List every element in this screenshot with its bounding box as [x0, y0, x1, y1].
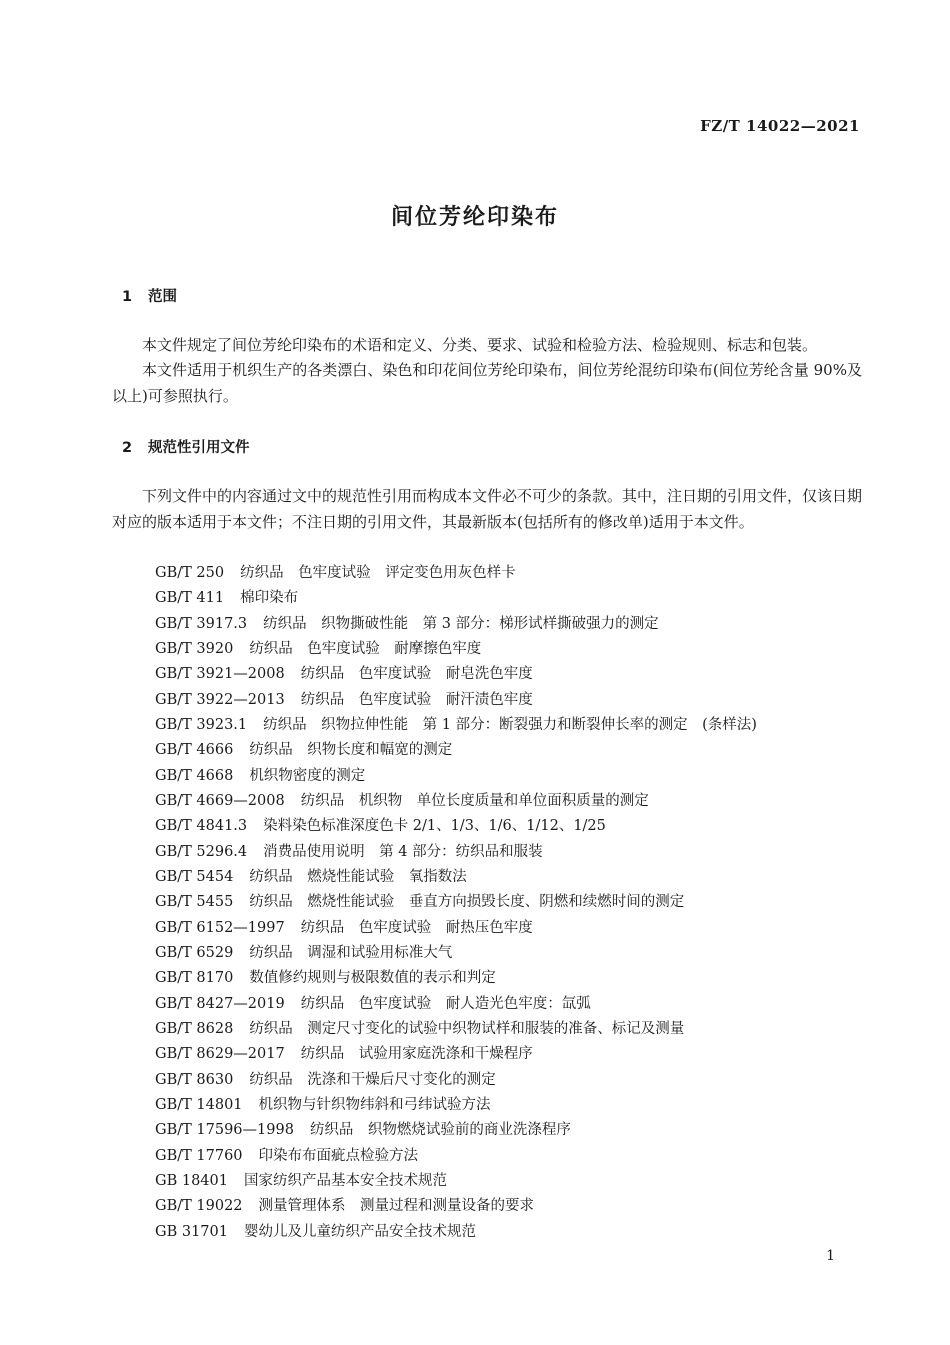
reference-title: 纺织品 机织物 单位长度质量和单位面积质量的测定	[300, 792, 649, 809]
reference-code: GB/T 411	[155, 590, 225, 607]
reference-title: 纺织品 织物燃烧试验前的商业洗涤程序	[309, 1122, 571, 1139]
section-2-heading	[122, 436, 250, 457]
section-title: 规范性引用文件	[148, 440, 250, 456]
reference-code: GB/T 5454	[155, 868, 234, 885]
reference-item	[155, 840, 757, 865]
section-number: 2	[122, 440, 133, 456]
reference-code: GB/T 3920	[155, 640, 234, 657]
reference-code: GB 31701	[155, 1223, 228, 1240]
reference-title: 机织物密度的测定	[249, 767, 366, 784]
reference-title: 测量管理体系 测量过程和测量设备的要求	[258, 1198, 535, 1215]
standard-code: FZ/T 14022—2021	[700, 117, 860, 135]
reference-item	[155, 713, 757, 738]
reference-code: GB 18401	[155, 1172, 228, 1189]
reference-item	[155, 586, 757, 611]
reference-code: GB/T 4668	[155, 767, 234, 784]
reference-title: 纺织品 织物长度和幅宽的测定	[249, 742, 453, 759]
reference-title: 纺织品 色牢度试验 耐皂洗色牢度	[300, 666, 533, 683]
reference-title: 数值修约规则与极限数值的表示和判定	[249, 970, 496, 987]
reference-code: GB/T 14801	[155, 1096, 243, 1113]
reference-item	[155, 1118, 757, 1143]
reference-item	[155, 1194, 757, 1219]
reference-item	[155, 789, 757, 814]
reference-code: GB/T 8630	[155, 1071, 234, 1088]
section-1-paragraph-1: 本文件规定了间位芳纶印染布的术语和定义、分类、要求、试验和检验方法、检验规则、标志和包装。	[142, 336, 818, 354]
reference-title: 婴幼儿及儿童纺织产品安全技术规范	[243, 1223, 476, 1240]
reference-code: GB/T 8628	[155, 1020, 234, 1037]
reference-code: GB/T 5296.4	[155, 843, 248, 860]
reference-code: GB/T 8170	[155, 970, 234, 987]
section-number: 1	[122, 289, 133, 305]
reference-code: GB/T 6152—1997	[155, 919, 285, 936]
section-2-paragraph-1: 下列文件中的内容通过文中的规范性引用而构成本文件必不可少的条款。其中，注日期的引用文件，仅该日期对应的版本适用于本文件；不注日期的引用文件，其最新版本(包括所有的修改单)适用于本文件。	[112, 487, 863, 531]
reference-item	[155, 1220, 757, 1245]
reference-code: GB/T 8427—2019	[155, 995, 285, 1012]
reference-item	[155, 1144, 757, 1169]
reference-code: GB/T 19022	[155, 1198, 243, 1215]
reference-item	[155, 612, 757, 637]
reference-item	[155, 916, 757, 941]
section-1-heading	[122, 285, 177, 306]
reference-title: 纺织品 燃烧性能试验 氧指数法	[249, 868, 467, 885]
reference-item	[155, 1017, 757, 1042]
page-number: 1	[826, 1248, 835, 1264]
reference-code: GB/T 4841.3	[155, 818, 248, 835]
reference-item	[155, 1093, 757, 1118]
reference-item	[155, 637, 757, 662]
reference-item	[155, 1068, 757, 1093]
reference-title: 纺织品 色牢度试验 耐热压色牢度	[300, 919, 533, 936]
reference-title: 纺织品 色牢度试验 耐汗渍色牢度	[300, 691, 533, 708]
reference-item	[155, 738, 757, 763]
reference-code: GB/T 3923.1	[155, 716, 248, 733]
reference-title: 纺织品 燃烧性能试验 垂直方向损毁长度、阴燃和续燃时间的测定	[249, 894, 685, 911]
reference-title: 染料染色标准深度色卡 2/1、1/3、1/6、1/12、1/25	[263, 818, 606, 835]
reference-title: 纺织品 洗涤和干燥后尺寸变化的测定	[249, 1071, 496, 1088]
reference-code: GB/T 5455	[155, 894, 234, 911]
reference-code: GB/T 4669—2008	[155, 792, 285, 809]
reference-item	[155, 992, 757, 1017]
reference-title: 纺织品 色牢度试验 耐摩擦色牢度	[249, 640, 482, 657]
reference-code: GB/T 3917.3	[155, 615, 248, 632]
reference-item	[155, 865, 757, 890]
reference-title: 纺织品 测定尺寸变化的试验中织物试样和服装的准备、标记及测量	[249, 1020, 685, 1037]
reference-code: GB/T 17760	[155, 1147, 243, 1164]
reference-item	[155, 1169, 757, 1194]
section-title: 范围	[148, 289, 177, 305]
reference-code: GB/T 250	[155, 565, 225, 581]
reference-item	[155, 662, 757, 687]
reference-title: 国家纺织产品基本安全技术规范	[243, 1172, 447, 1189]
reference-title: 纺织品 色牢度试验 评定变色用灰色样卡	[240, 565, 516, 581]
reference-title: 纺织品 色牢度试验 耐人造光色牢度：氙弧	[300, 995, 591, 1012]
reference-title: 棉印染布	[240, 590, 299, 607]
reference-code: GB/T 6529	[155, 944, 234, 961]
reference-code: GB/T 8629—2017	[155, 1046, 285, 1063]
reference-title: 印染布布面疵点检验方法	[258, 1147, 419, 1164]
document-title: 间位芳纶印染布	[390, 205, 559, 230]
reference-title: 纺织品 织物撕破性能 第 3 部分：梯形试样撕破强力的测定	[263, 615, 659, 632]
reference-code: GB/T 4666	[155, 742, 234, 759]
reference-item	[155, 764, 757, 789]
reference-title: 纺织品 织物拉伸性能 第 1 部分：断裂强力和断裂伸长率的测定 (条样法)	[263, 716, 757, 733]
reference-code: GB/T 17596—1998	[155, 1122, 294, 1139]
reference-item	[155, 688, 757, 713]
normative-references-list	[155, 561, 757, 1245]
reference-title: 纺织品 调湿和试验用标准大气	[249, 944, 453, 961]
section-1-paragraph-2: 本文件适用于机织生产的各类漂白、染色和印花间位芳纶印染布，间位芳纶混纺印染布(间位芳纶含量 90%及以上)可参照执行。	[112, 361, 862, 405]
reference-code: GB/T 3922—2013	[155, 691, 285, 708]
reference-item	[155, 890, 757, 915]
reference-item	[155, 561, 757, 586]
reference-title: 消费品使用说明 第 4 部分：纺织品和服装	[263, 843, 543, 860]
reference-item	[155, 814, 757, 839]
reference-item	[155, 966, 757, 991]
reference-title: 纺织品 试验用家庭洗涤和干燥程序	[300, 1046, 533, 1063]
reference-item	[155, 941, 757, 966]
reference-item	[155, 1042, 757, 1067]
reference-code: GB/T 3921—2008	[155, 666, 285, 683]
reference-title: 机织物与针织物纬斜和弓纬试验方法	[258, 1096, 491, 1113]
